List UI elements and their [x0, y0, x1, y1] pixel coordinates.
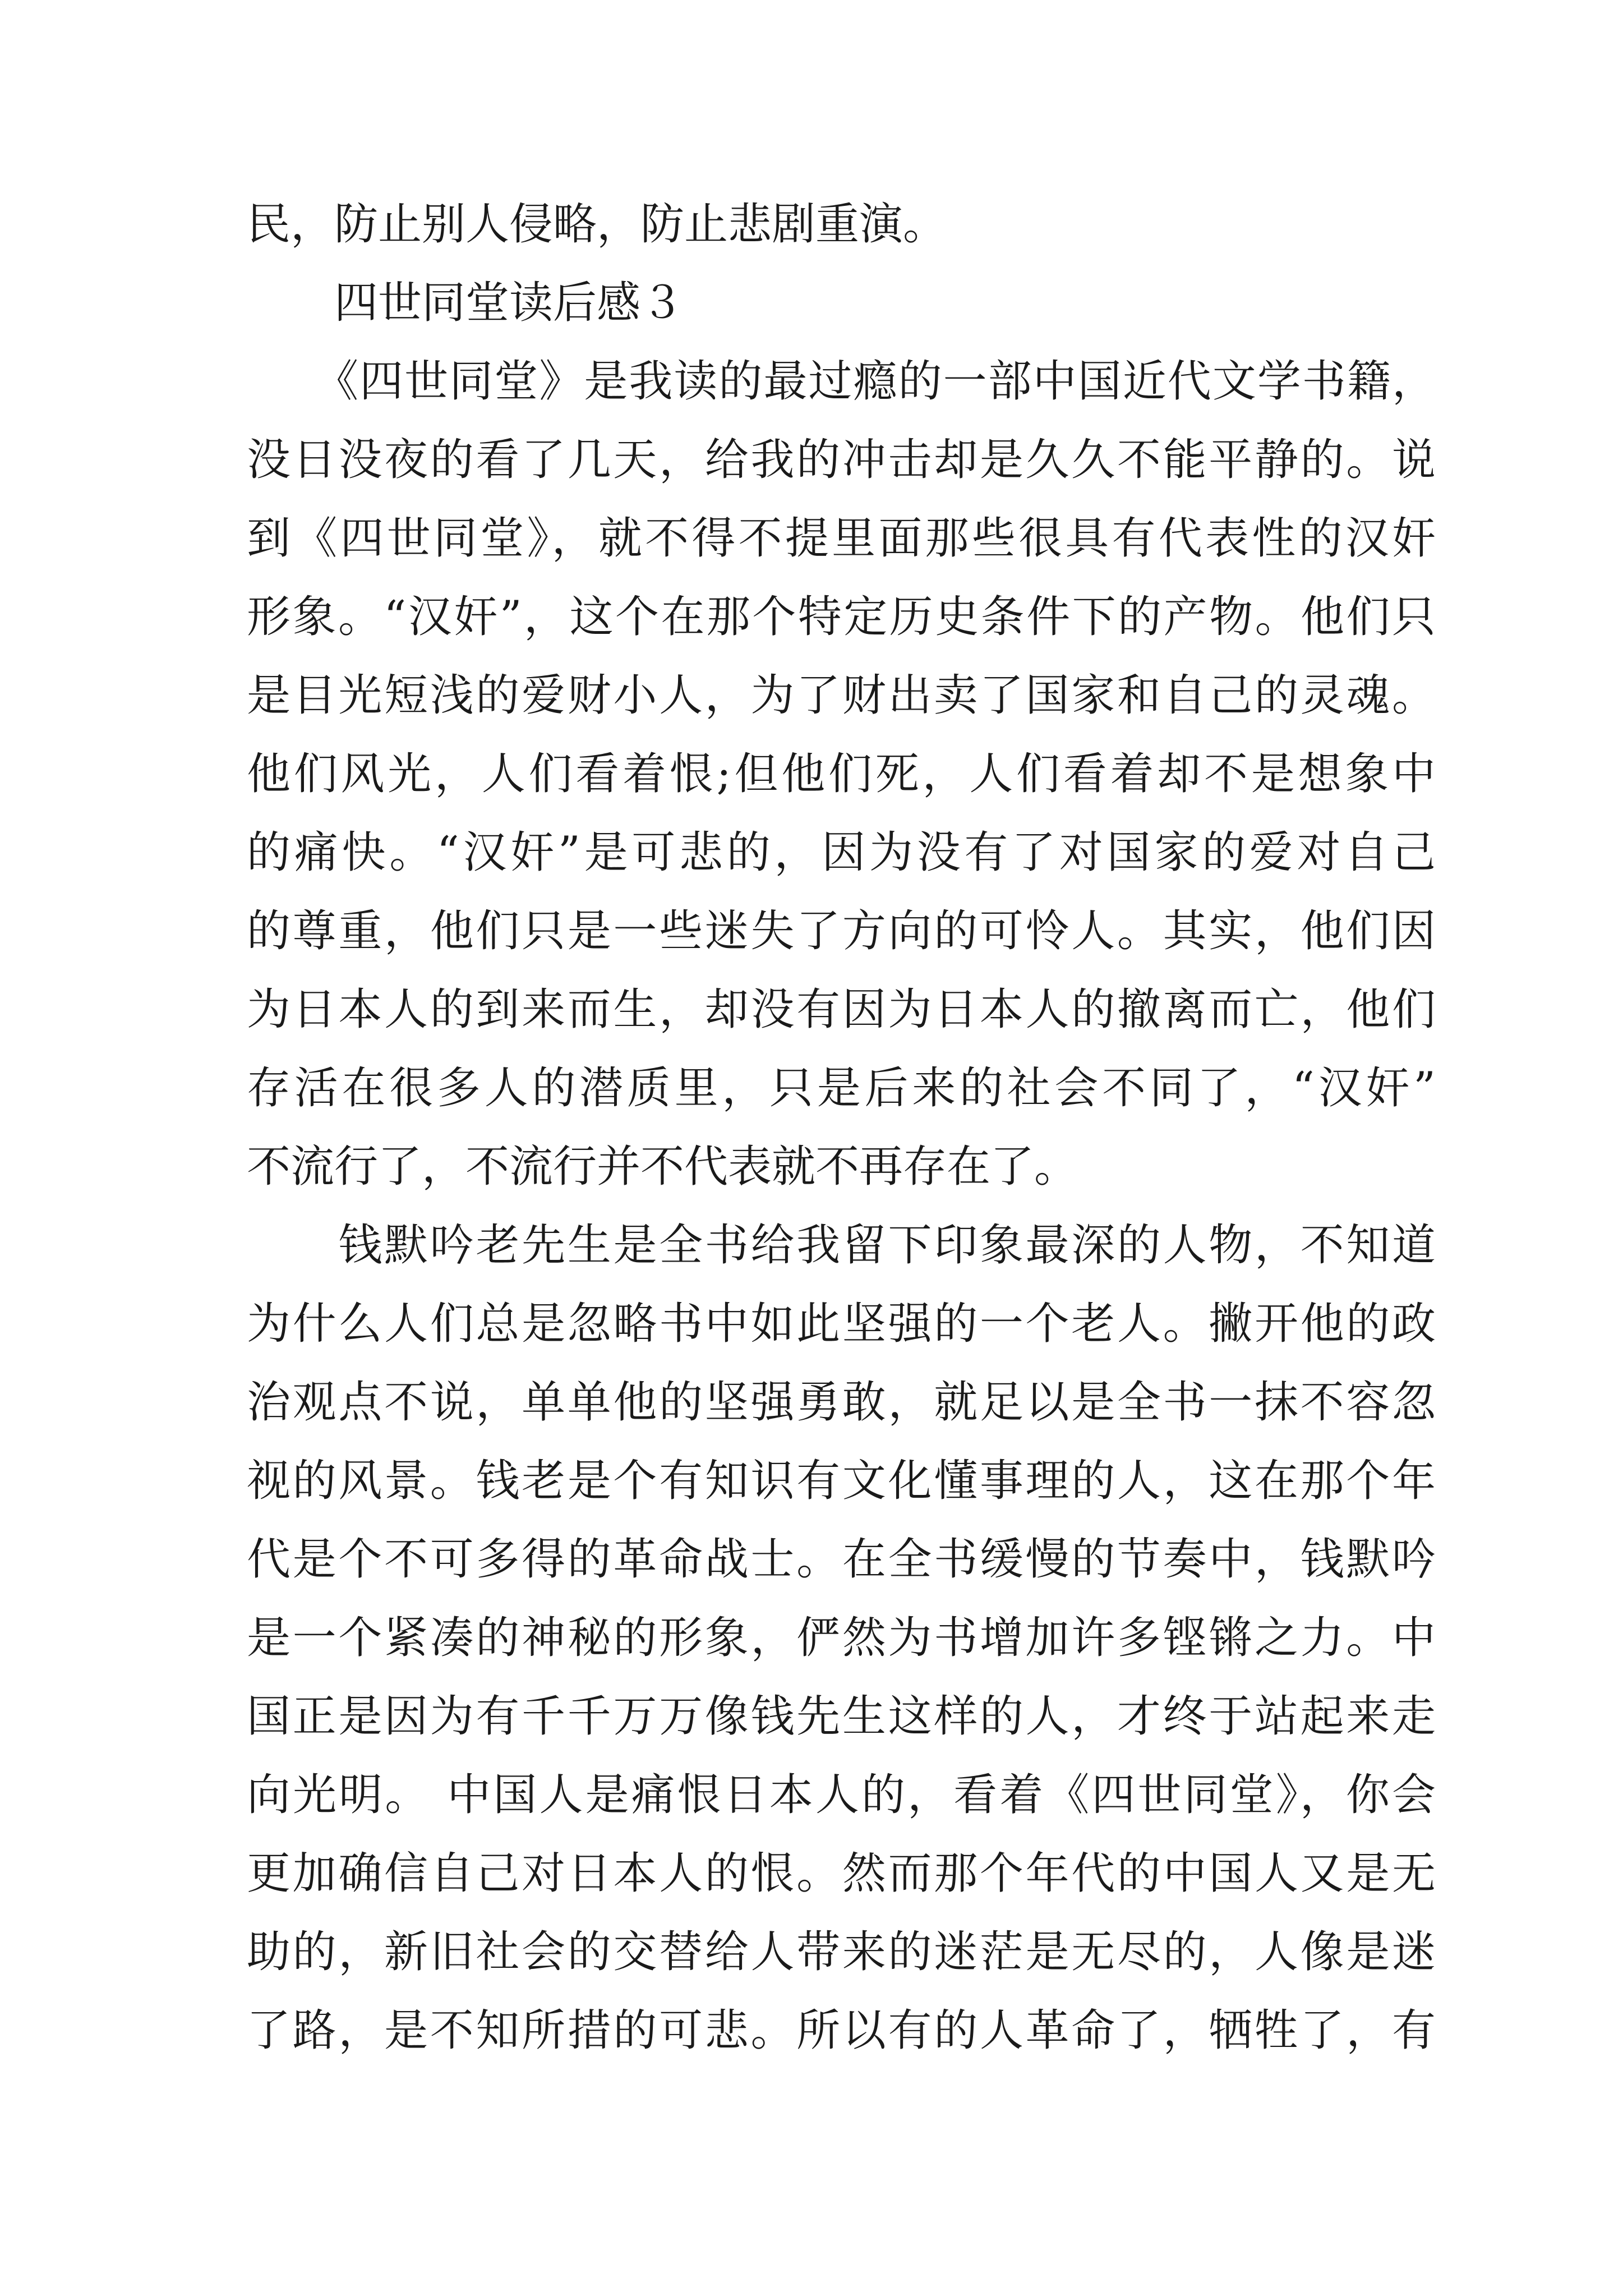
text-line: 钱默吟老先生是全书给我留下印象最深的人物，不知道	[247, 1220, 1436, 1271]
text-line: 治观点不说，单单他的坚强勇敢，就足以是全书一抹不容忽	[247, 1377, 1436, 1428]
text-line: 为日本人的到来而生，却没有因为日本人的撤离而亡，他们	[247, 984, 1436, 1035]
text-line: 代是个不可多得的革命战士。在全书缓慢的节奏中，钱默吟	[247, 1534, 1436, 1585]
text-line: 了路，是不知所措的可悲。所以有的人革命了，牺牲了，有	[247, 2005, 1436, 2056]
text-line: 的痛快。“汉奸”是可悲的，因为没有了对国家的爱对自己	[247, 827, 1436, 878]
text-line: 是一个紧凑的神秘的形象，俨然为书增加许多铿锵之力。中	[247, 1613, 1436, 1663]
text-line: 国正是因为有千千万万像钱先生这样的人，才终于站起来走	[247, 1691, 1436, 1742]
text-line: 《四世同堂》是我读的最过瘾的一部中国近代文学书籍，	[247, 356, 1436, 407]
text-line: 存活在很多人的潜质里，只是后来的社会不同了，“汉奸”	[247, 1063, 1436, 1114]
text-line: 他们风光，人们看着恨;但他们死，人们看着却不是想象中	[247, 749, 1436, 799]
text-line: 更加确信自己对日本人的恨。然而那个年代的中国人又是无	[247, 1848, 1436, 1899]
text-line: 向光明。 中国人是痛恨日本人的，看着《四世同堂》，你会	[247, 1770, 1436, 1820]
text-line: 是目光短浅的爱财小人，为了财出卖了国家和自己的灵魂。	[247, 670, 1436, 721]
text-line: 民，防止别人侵略，防止悲剧重演。	[247, 199, 947, 250]
text-line: 形象。“汉奸”，这个在那个特定历史条件下的产物。他们只	[247, 592, 1436, 642]
text-line: 的尊重，他们只是一些迷失了方向的可怜人。其实，他们因	[247, 906, 1436, 956]
text-line: 视的风景。钱老是个有知识有文化懂事理的人，这在那个年	[247, 1456, 1436, 1506]
section-heading: 四世同堂读后感３	[247, 278, 685, 328]
text-line: 不流行了，不流行并不代表就不再存在了。	[247, 1142, 1078, 1192]
text-line: 为什么人们总是忽略书中如此坚强的一个老人。撇开他的政	[247, 1299, 1436, 1349]
text-line: 到《四世同堂》，就不得不提里面那些很具有代表性的汉奸	[247, 513, 1436, 564]
text-line: 助的，新旧社会的交替给人带来的迷茫是无尽的，人像是迷	[247, 1927, 1436, 1977]
text-line: 没日没夜的看了几天，给我的冲击却是久久不能平静的。说	[247, 435, 1436, 485]
